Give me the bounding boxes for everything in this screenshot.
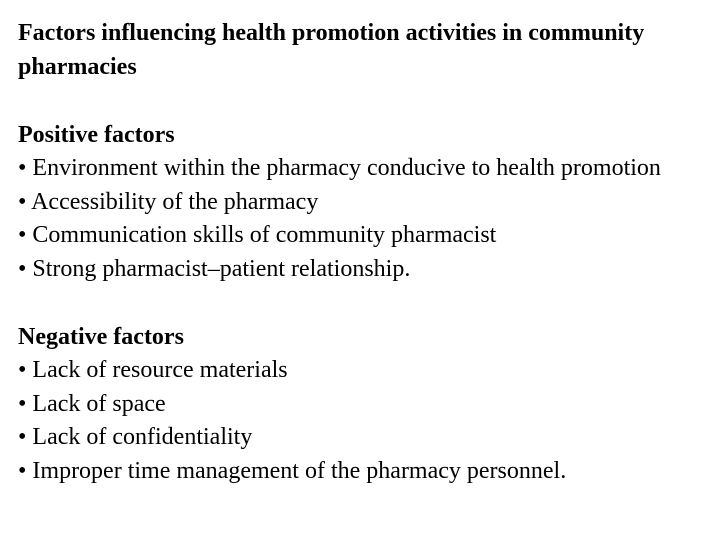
list-item-text: Strong pharmacist–patient relationship. [32,255,411,282]
negative-factors-heading: Negative factors [18,324,184,350]
list-item-text: Improper time management of the pharmacy personnel. [32,457,567,484]
list-item-text: Lack of space [32,390,166,417]
positive-factors-heading: Positive factors [18,122,175,148]
list-item [18,253,708,287]
bullet-icon: • [18,424,27,450]
list-item-text: Accessibility of the pharmacy [31,188,319,215]
bullet-icon: • [18,457,27,484]
list-item-text: Lack of resource materials [32,357,288,383]
list-item [18,421,708,455]
bullet-icon: • [18,222,27,248]
bullet-icon: • [18,255,27,282]
positive-factors-section [18,118,708,286]
list-item [18,152,708,186]
negative-factors-section [18,320,708,488]
list-item-text: Environment within the pharmacy conducive to health promotion [32,155,661,181]
bullet-icon: • [18,357,27,383]
list-item [18,455,708,489]
bullet-icon: • [18,155,27,181]
bullet-icon: • [18,188,27,215]
slide [18,16,708,488]
list-item [18,186,708,220]
list-item-text: Lack of confidentiality [32,424,253,450]
list-item-text: Communication skills of community pharmacist [32,222,497,248]
bullet-icon: • [18,390,27,417]
list-item [18,354,708,388]
list-item [18,219,708,253]
list-item [18,388,708,422]
slide-title: Factors influencing health promotion activities in community pharmacies [18,20,645,80]
